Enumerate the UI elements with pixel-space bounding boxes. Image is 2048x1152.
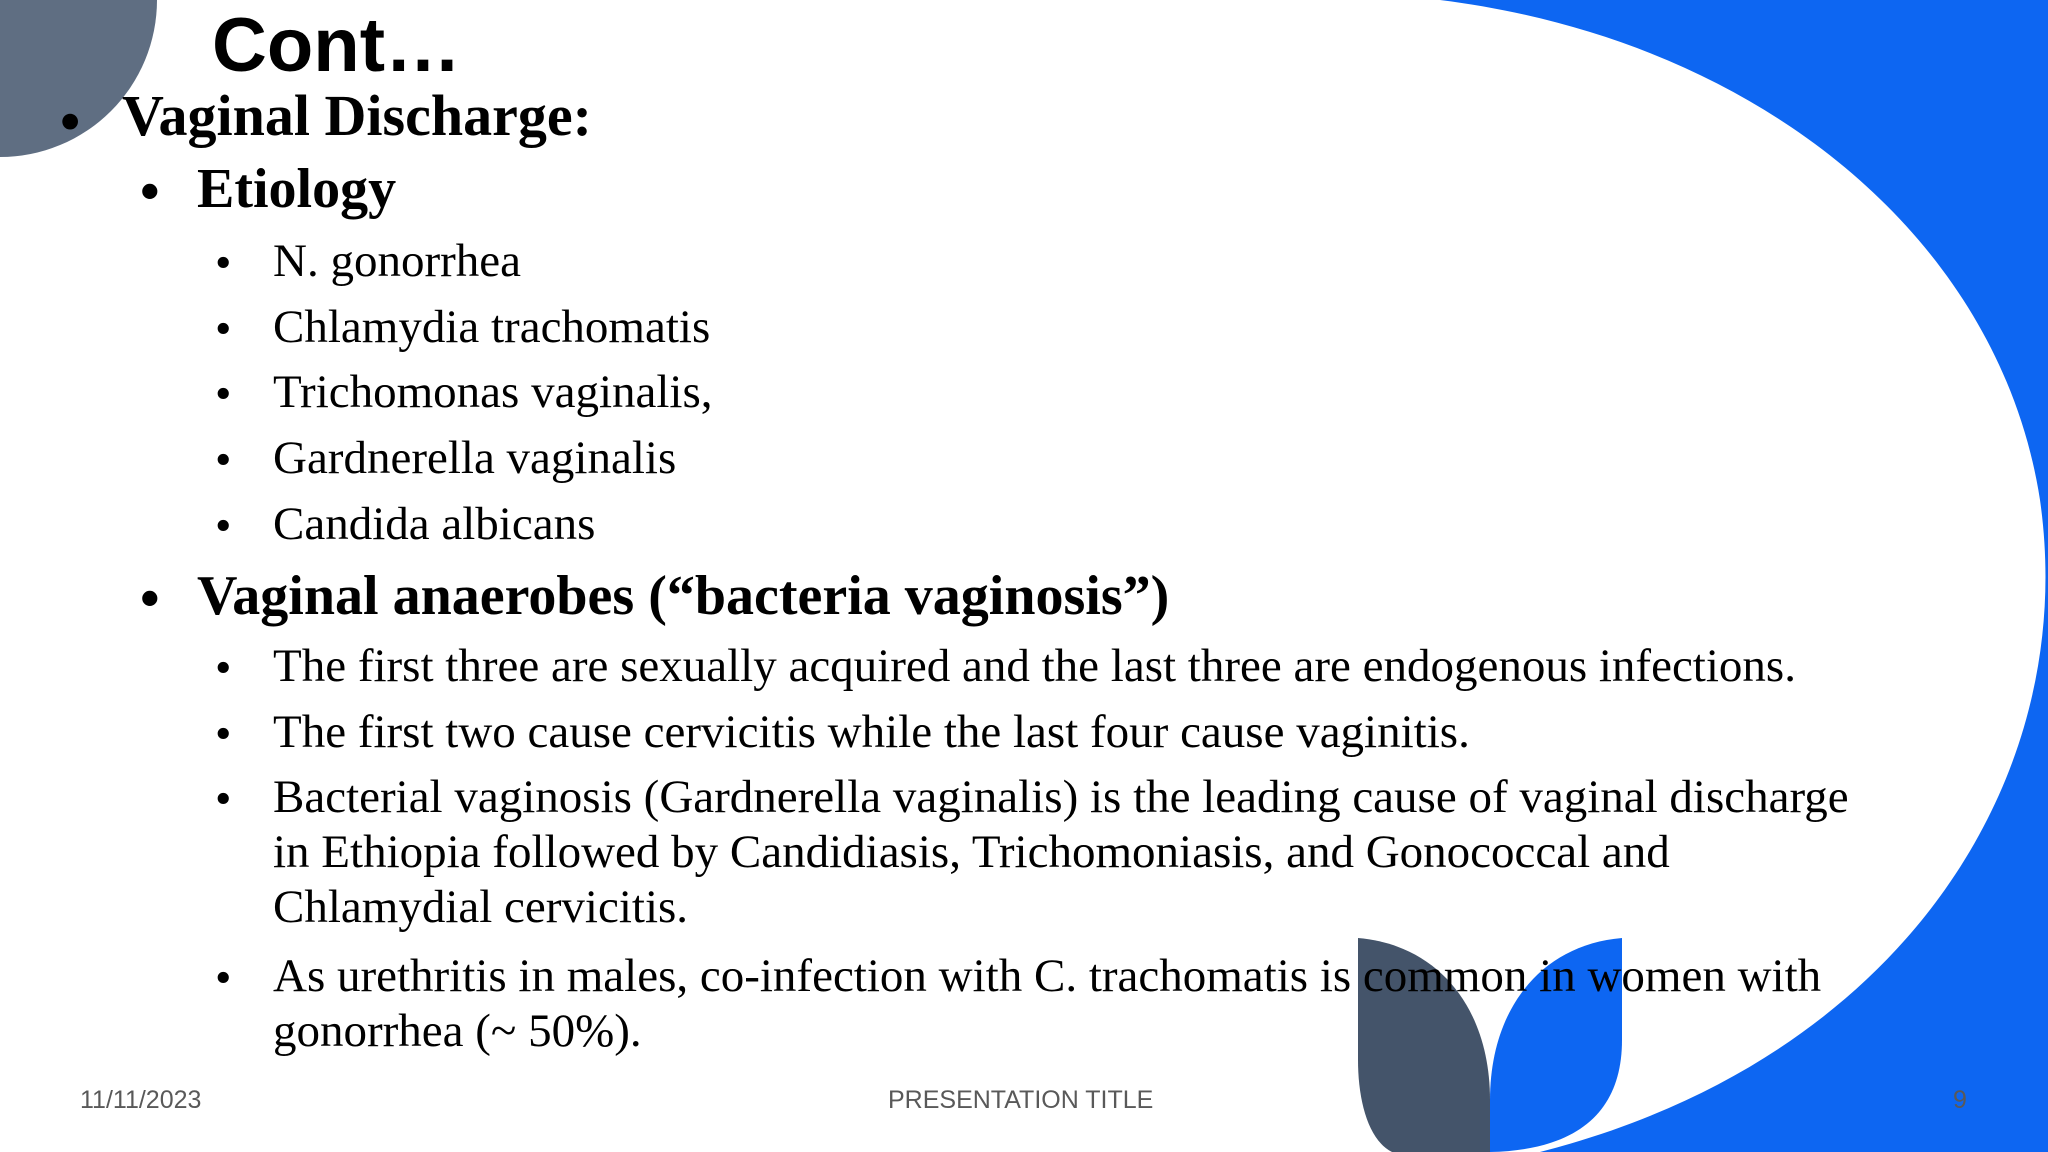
subheading-etiology: Etiology xyxy=(197,158,397,220)
bullet-glyph: • xyxy=(215,368,232,420)
list-item-line: Bacterial vaginosis (Gardnerella vaginalis) is the leading cause of vaginal discharge xyxy=(273,771,1849,823)
list-item-line: As urethritis in males, co-infection with C. trachomatis is common in women with xyxy=(273,950,1822,1002)
list-item-line: gonorrhea (~ 50%). xyxy=(273,1005,642,1057)
bullet-glyph: • xyxy=(215,500,232,552)
bullet-glyph: • xyxy=(215,952,232,1004)
subheading-vaginal-anaerobes: Vaginal anaerobes (“bacteria vaginosis”) xyxy=(197,565,1170,627)
footer-date: 11/11/2023 xyxy=(80,1086,202,1114)
bullet-glyph: • xyxy=(215,708,232,760)
footer-page-number: 9 xyxy=(1953,1086,1967,1114)
list-item: Candida albicans xyxy=(273,498,596,550)
list-item-line: in Ethiopia followed by Candidiasis, Trichomoniasis, and Gonococcal and xyxy=(273,826,1670,878)
list-item: N. gonorrhea xyxy=(273,235,521,287)
list-item: Gardnerella vaginalis xyxy=(273,432,677,484)
bullet-glyph: • xyxy=(215,434,232,486)
bullet-glyph: • xyxy=(140,161,160,223)
bullet-glyph: • xyxy=(140,568,160,630)
bullet-glyph: • xyxy=(215,303,232,355)
slide-title: Cont… xyxy=(212,3,462,88)
section-heading: Vaginal Discharge: xyxy=(122,83,592,148)
list-item-line: Chlamydial cervicitis. xyxy=(273,881,689,933)
list-item: The first two cause cervicitis while the last four cause vaginitis. xyxy=(273,706,1470,758)
bullet-glyph: • xyxy=(215,642,232,694)
bullet-glyph: • xyxy=(215,237,232,289)
list-item: The first three are sexually acquired and the last three are endogenous infections. xyxy=(273,640,1796,692)
list-item: Chlamydia trachomatis xyxy=(273,301,711,353)
bullet-glyph: • xyxy=(60,89,81,154)
footer-presentation-title: PRESENTATION TITLE xyxy=(888,1086,1154,1114)
bullet-glyph: • xyxy=(215,773,232,825)
list-item: Trichomonas vaginalis, xyxy=(273,366,713,418)
